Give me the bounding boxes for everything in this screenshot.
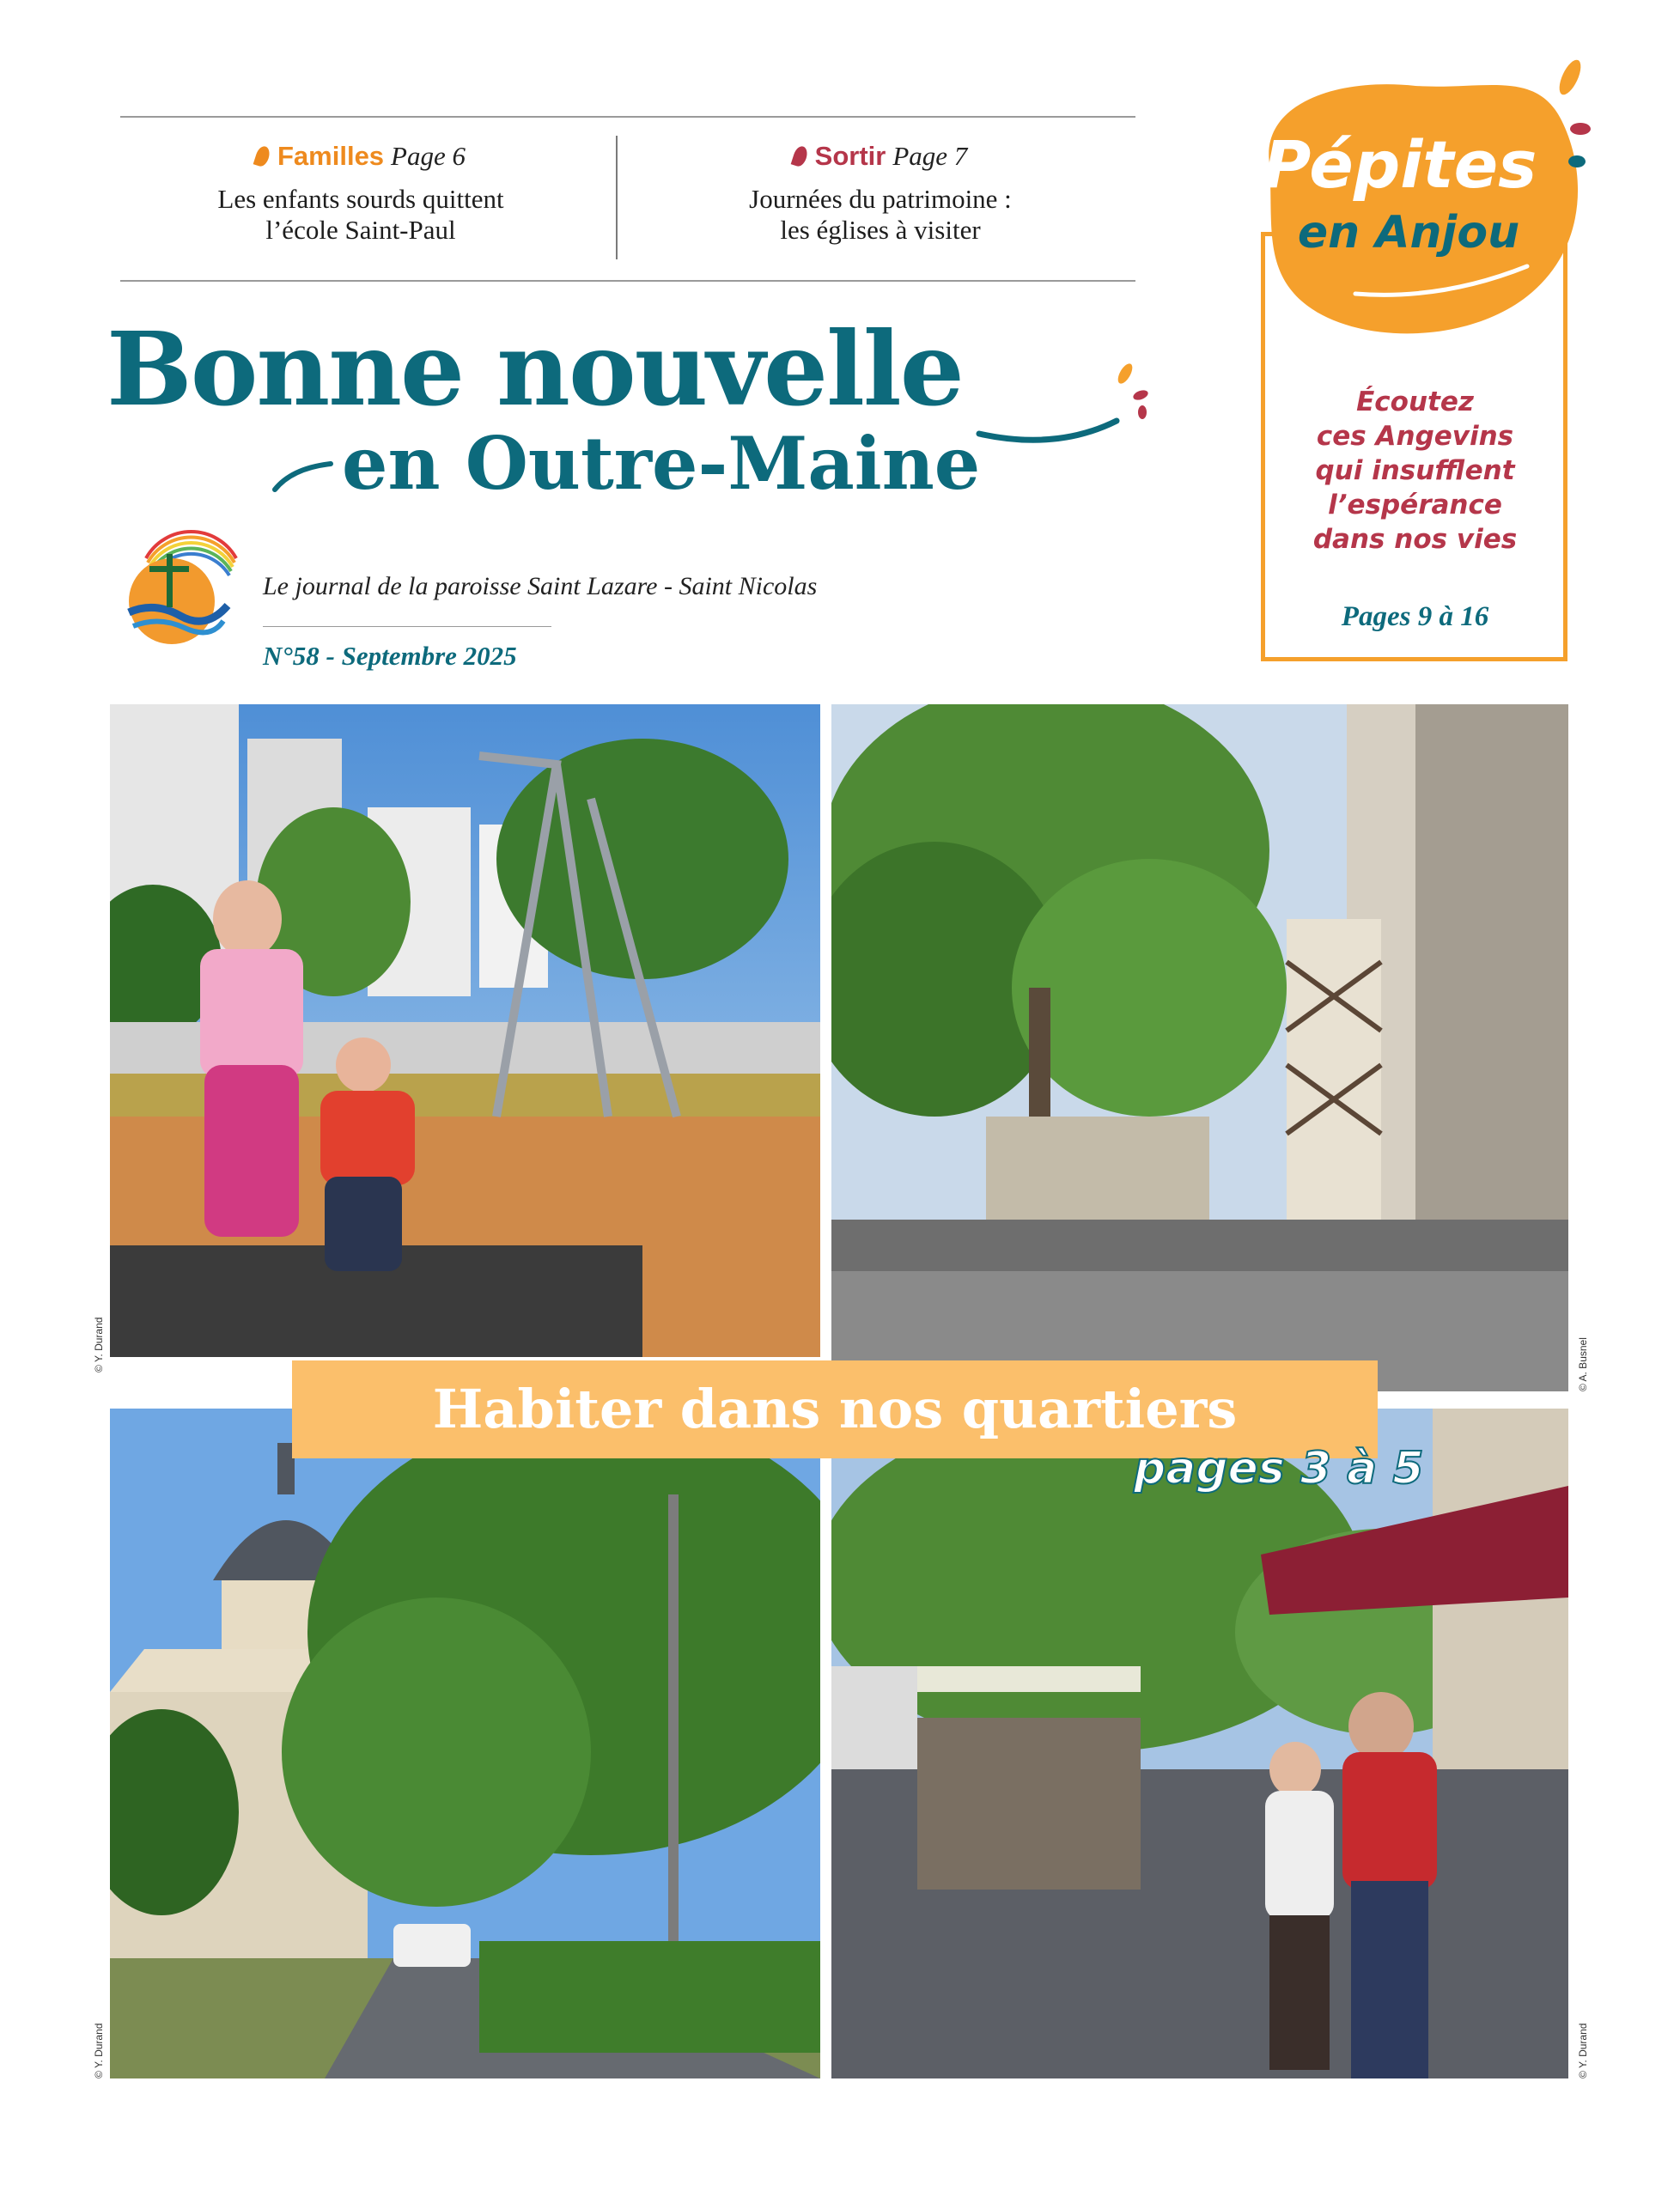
pepites-blurb [1263,385,1567,557]
teaser-text [120,184,601,246]
pepites-blurb-line: Écoutez [1356,386,1474,417]
parish-logo-icon [112,520,240,648]
teaser-heading [120,137,601,175]
teaser-line: l’école Saint-Paul [265,215,456,245]
teaser-section: Familles [277,141,385,171]
teaser-section: Sortir [814,141,886,171]
pepites-title-line1: Pépites [1263,126,1537,203]
photo-credit: © Y. Durand [93,1317,105,1372]
masthead-swoosh-icon [258,344,1168,515]
photo-credit: © Y. Durand [93,2023,105,2078]
pepites-blurb-line: qui insufflent [1315,455,1515,486]
teaser-line: les églises à visiter [780,215,981,245]
pepites-pages: Pages 9 à 16 [1341,601,1489,632]
church-dome-photo[interactable] [110,1409,820,2078]
teaser-separator [616,136,618,259]
masthead-subtitle: Le journal de la paroisse Saint Lazare - Saint Nicolas [263,572,818,600]
feature-headline: Habiter dans nos quartiers [432,1378,1238,1440]
teaser-familles[interactable] [120,137,601,246]
church-illustration [110,1409,820,2078]
playground-photo[interactable] [110,704,820,1357]
pepites-blurb-line: ces Angevins [1316,421,1514,452]
photo-credit: © A. Busnel [1577,1337,1589,1391]
issue-number: N°58 - Septembre 2025 [263,641,517,671]
photo-credit: © Y. Durand [1577,2023,1589,2078]
pepites-title-line2: en Anjou [1297,207,1520,259]
teaser-line: Journées du patrimoine : [749,184,1012,214]
feature-pages: pages 3 à 5 [1134,1443,1424,1494]
street-trees-photo[interactable] [831,704,1568,1391]
masthead-title-line2: en Outre-Maine [342,421,981,506]
teaser-heading [640,137,1121,175]
teaser-text [640,184,1121,246]
market-illustration [831,1409,1568,2078]
street-illustration [831,704,1568,1391]
teaser-bottom-rule [120,280,1135,282]
teaser-page: Page 7 [892,141,968,171]
subtitle-rule [263,626,551,627]
pepites-blurb-line: dans nos vies [1312,524,1518,555]
leaf-icon [790,144,809,167]
leaf-icon [253,144,272,167]
teaser-sortir[interactable] [640,137,1121,246]
teaser-line: Les enfants sourds quittent [217,184,504,214]
playground-illustration [110,704,820,1357]
masthead-title-line1: Bonne nouvelle [107,309,963,429]
teaser-top-rule [120,116,1135,118]
market-photo[interactable] [831,1409,1568,2078]
teaser-page: Page 6 [391,141,466,171]
pepites-blurb-line: l’espérance [1328,490,1502,520]
